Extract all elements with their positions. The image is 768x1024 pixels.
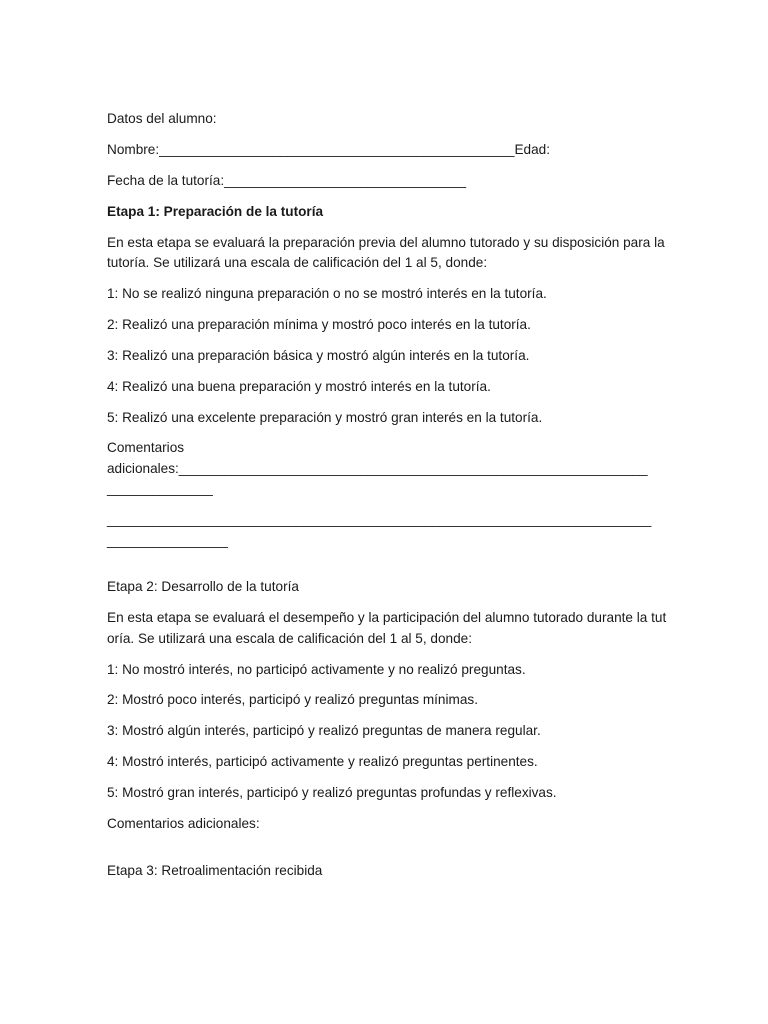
- stage1-comments-line-4: ________________: [107, 532, 228, 548]
- stage2-item-3: 3: Mostró algún interés, participó y realizó preguntas de manera regular.: [107, 723, 541, 739]
- stage1-comments-line-2: ______________: [107, 481, 213, 497]
- stage1-item-5: 5: Realizó una excelente preparación y mostró gran interés en la tutoría.: [107, 409, 543, 425]
- tutoring-date-line: Fecha de la tutoría:________________________________: [107, 172, 467, 188]
- stage1-item-1: 1: No se realizó ninguna preparación o no se mostró interés en la tutoría.: [107, 285, 547, 301]
- stage1-item-2: 2: Realizó una preparación mínima y mostró poco interés en la tutoría.: [107, 316, 531, 332]
- stage2-intro: En esta etapa se evaluará el desempeño y la participación del alumno tutorado durante la tutoría. Se utilizará una escala de calificación del 1 al 5, donde:: [107, 610, 667, 646]
- name-age-line: Nombre:_______________________________________________Edad:: [107, 141, 550, 157]
- stage2-item-4: 4: Mostró interés, participó activamente y realizó preguntas pertinentes.: [107, 754, 538, 770]
- student-data-label: Datos del alumno:: [107, 111, 217, 126]
- stage3-heading: Etapa 3: Retroalimentación recibida: [107, 862, 323, 878]
- stage2-item-1: 1: No mostró interés, no participó activamente y no realizó preguntas.: [107, 661, 526, 677]
- stage1-comments-label: Comentarios: [107, 440, 185, 456]
- stage1-comments-line-1: adicionales:______________________________________________________________: [107, 460, 648, 476]
- stage1-item-3: 3: Realizó una preparación básica y mostró algún interés en la tutoría.: [107, 347, 530, 363]
- stage2-heading: Etapa 2: Desarrollo de la tutoría: [107, 579, 299, 595]
- stage1-intro: En esta etapa se evaluará la preparación previa del alumno tutorado y su disposición para la tutoría. Se utilizará una escala de calificación del 1 al 5, donde:: [107, 234, 669, 271]
- stage1-heading: Etapa 1: Preparación de la tutoría: [107, 203, 324, 219]
- stage2-item-2: 2: Mostró poco interés, participó y realizó preguntas mínimas.: [107, 692, 478, 708]
- stage2-comments-label: Comentarios adicionales:: [107, 816, 260, 832]
- stage1-item-4: 4: Realizó una buena preparación y mostró interés en la tutoría.: [107, 378, 491, 394]
- stage1-comments-line-3: ________________________________________________________________________: [107, 512, 652, 528]
- stage2-item-5: 5: Mostró gran interés, participó y realizó preguntas profundas y reflexivas.: [107, 785, 557, 801]
